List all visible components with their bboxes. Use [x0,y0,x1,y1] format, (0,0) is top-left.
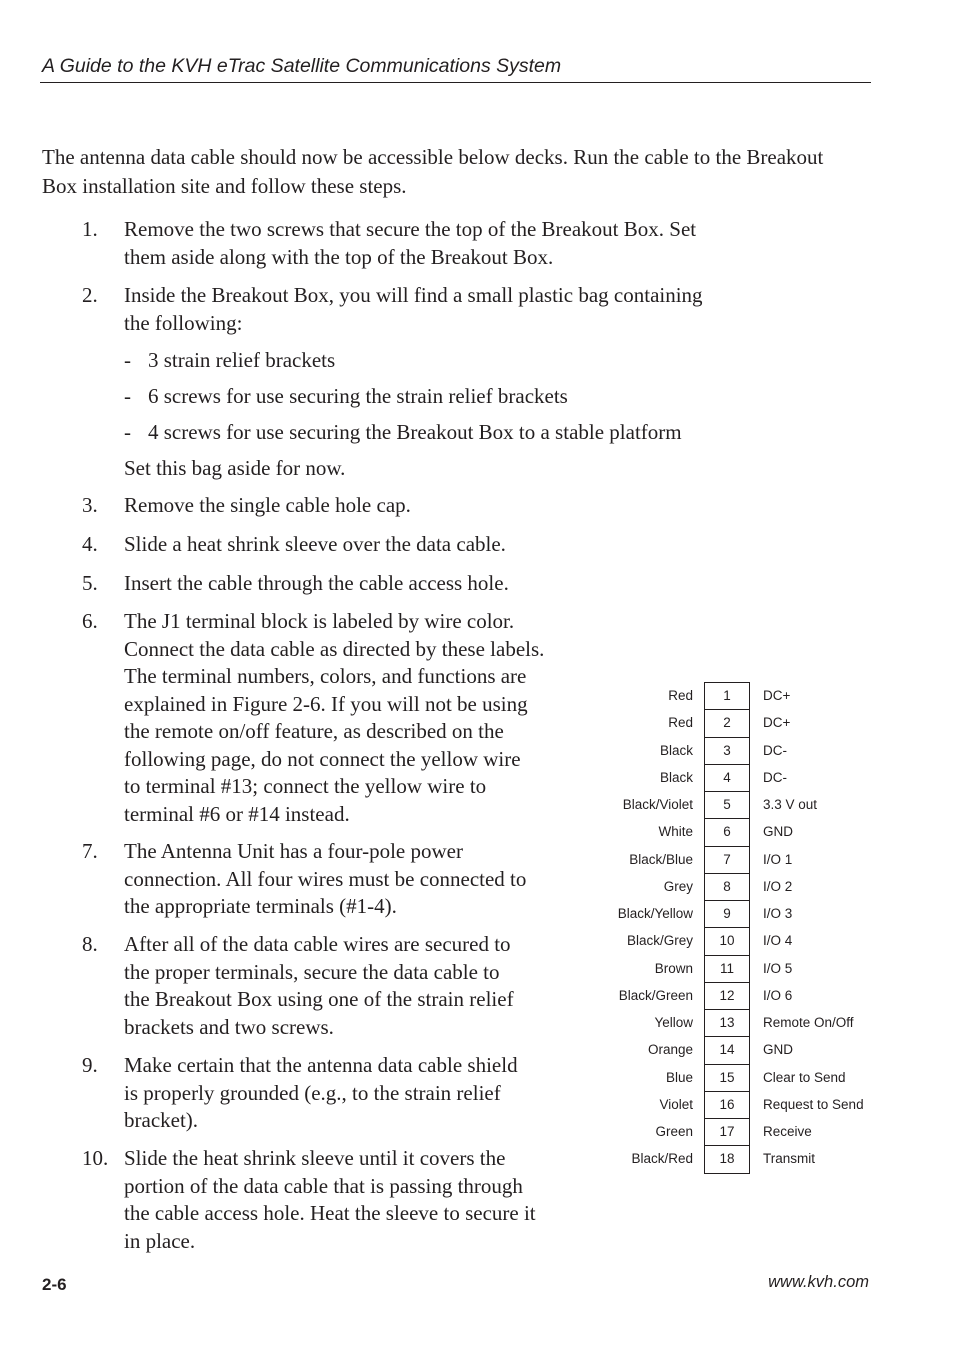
step-line: The Antenna Unit has a four-pole power [124,839,463,863]
terminal-divider [704,791,750,792]
terminal-function: I/O 2 [763,878,793,894]
terminal-number: 4 [723,769,731,785]
step-text [124,1145,536,1255]
step-text [124,282,703,337]
terminal-function: I/O 3 [763,906,793,921]
wire-color-label: Blue [665,1069,693,1085]
terminal-number: 9 [723,906,731,921]
terminal-function: Clear to Send [763,1069,846,1085]
bag-note: Set this bag aside for now. [124,456,346,480]
terminal-function: I/O 6 [763,987,793,1003]
wire-color-label: Yellow [654,1015,693,1030]
terminal-number: 10 [719,933,735,949]
terminal-function: Transmit [763,1151,816,1167]
terminal-row [600,846,900,873]
step-text [124,216,696,271]
terminal-number: 15 [719,1069,735,1085]
terminal-row [600,927,900,954]
wire-color-label: Grey [663,878,693,894]
wire-color-label: Red [668,715,693,731]
step-line: the following: [124,310,243,335]
step-line: the Breakout Box using one of the strain relief [124,987,514,1011]
step-number: 5. [82,571,98,595]
step-text [124,931,514,1041]
bullet-dash: - [124,384,131,408]
step-line: bracket). [124,1108,199,1132]
terminal-row [600,1036,900,1063]
terminal-function: DC+ [763,715,791,731]
step-number: 1. [82,217,98,241]
step-line: to terminal #13; connect the yellow wire to [124,774,487,798]
step-text [124,570,509,598]
terminal-function: Receive [763,1124,812,1139]
step-number: 6. [82,609,98,633]
terminal-row [600,682,900,709]
step-line: terminal #6 or #14 instead. [124,801,350,826]
terminal-divider [704,1091,750,1092]
wire-color-label: Orange [647,1042,693,1058]
step-line: explained in Figure 2-6. If you will not be using [124,691,528,716]
terminal-divider [704,846,750,847]
wire-color-label: Black/Violet [622,797,693,812]
step-line: following page, do not connect the yellow wire [124,746,521,771]
step-line: connection. All four wires must be connected to [124,866,527,891]
step-line: Insert the cable through the cable access hole. [124,571,509,595]
step-line: the appropriate terminals (#1-4). [124,894,397,918]
step-number: 2. [82,283,98,307]
wire-color-label: Brown [654,960,693,976]
step-line: Connect the data cable as directed by these labels. [124,636,545,661]
bullet-dash: - [124,420,131,444]
terminal-row [600,818,900,845]
step-line: brackets and two screws. [124,1014,334,1039]
bag-item-text: 4 screws for use securing the Breakout Box to a stable platform [148,420,682,444]
terminal-number: 6 [723,824,731,840]
terminal-divider [704,1036,750,1037]
step-text [124,492,411,520]
terminal-number: 17 [719,1124,735,1139]
terminal-number: 18 [719,1151,735,1167]
terminal-row [600,1091,900,1118]
step-number: 10. [82,1146,109,1170]
terminal-row [600,1064,900,1091]
terminal-function: DC- [763,769,787,785]
bag-item-text: 3 strain relief brackets [148,348,336,372]
terminal-number: 5 [723,797,731,812]
terminal-function: GND [763,824,793,840]
step-line: is properly grounded (e.g., to the strain relief [124,1080,501,1105]
terminal-row [600,955,900,982]
terminal-number: 7 [723,851,731,867]
page-number: 2-6 [42,1275,67,1294]
bag-item-text: 6 screws for use securing the strain relief brackets [148,384,568,408]
footer-url: www.kvh.com [768,1273,869,1291]
step-line: the cable access hole. Heat the sleeve to secure it [124,1201,536,1225]
terminal-divider [704,1009,750,1010]
step-line: Make certain that the antenna data cable shield [124,1053,518,1077]
terminal-number: 14 [719,1042,735,1058]
step-number: 3. [82,493,98,517]
terminal-function: I/O 1 [763,851,793,867]
terminal-row [600,737,900,764]
step-text [124,1052,518,1135]
terminal-function: Request to Send [763,1096,864,1112]
wire-color-label: Black [659,742,693,758]
terminal-row [600,982,900,1009]
terminal-function: Remote On/Off [763,1015,854,1030]
terminal-block-diagram [600,682,900,1177]
step-text [124,838,526,921]
step-line: them aside along with the top of the Breakout Box. [124,244,554,269]
terminal-row [600,1118,900,1145]
terminal-number: 13 [719,1015,735,1030]
wire-color-label: Black/Grey [626,933,693,949]
terminal-divider [704,927,750,928]
terminal-row [600,709,900,736]
step-line: portion of the data cable that is passing through [124,1173,523,1198]
terminal-row [600,1009,900,1036]
step-line: Inside the Breakout Box, you will find a small plastic bag containing [124,283,703,307]
page-header-title: A Guide to the KVH eTrac Satellite Communications System [42,55,562,77]
bullet-dash: - [124,348,131,372]
terminal-divider [704,1064,750,1065]
terminal-divider [704,818,750,819]
intro-paragraph: The antenna data cable should now be accessible below decks. Run the cable to the Breakout Box installation site and follow these steps. [42,145,824,198]
terminal-divider [704,709,750,710]
terminal-divider [704,982,750,983]
terminal-row [600,873,900,900]
step-line: After all of the data cable wires are secured to [124,932,511,956]
step-number: 4. [82,532,98,556]
wire-color-label: Black/Red [631,1151,693,1167]
terminal-divider [704,1145,750,1146]
terminal-divider [704,737,750,738]
terminal-function: 3.3 V out [763,797,818,812]
step-line: The terminal numbers, colors, and functions are [124,664,527,688]
wire-color-label: Red [668,688,693,703]
terminal-divider [704,764,750,765]
step-line: in place. [124,1228,196,1253]
terminal-row [600,791,900,818]
step-number: 7. [82,839,98,863]
terminal-function: I/O 5 [763,960,793,976]
terminal-function: I/O 4 [763,933,793,949]
terminal-function: GND [763,1042,793,1058]
step-line: Slide a heat shrink sleeve over the data cable. [124,532,506,556]
terminal-number: 3 [723,742,731,758]
wire-color-label: Black/Yellow [617,906,693,921]
terminal-number: 16 [719,1096,735,1112]
terminal-divider [704,900,750,901]
terminal-number: 2 [723,715,731,731]
step-line: the remote on/off feature, as described on the [124,719,504,743]
wire-color-label: Green [655,1124,693,1139]
terminal-divider [704,1118,750,1119]
terminal-number: 8 [723,878,731,894]
wire-color-label: Black/Blue [629,851,693,867]
terminal-divider [704,955,750,956]
terminal-number: 12 [719,987,735,1003]
terminal-function: DC+ [763,688,791,703]
step-text [124,608,544,828]
header-divider [40,82,871,83]
wire-color-label: Black/Green [618,987,693,1003]
terminal-function: DC- [763,742,787,758]
wire-color-label: Black [659,769,693,785]
step-line: Slide the heat shrink sleeve until it covers the [124,1146,506,1170]
terminal-row [600,900,900,927]
step-line: the proper terminals, secure the data cable to [124,959,500,984]
step-line: The J1 terminal block is labeled by wire color. [124,609,515,633]
step-text [124,531,506,559]
wire-color-label: White [658,824,693,840]
terminal-row [600,764,900,791]
step-line: Remove the single cable hole cap. [124,493,411,517]
wire-color-label: Violet [659,1096,693,1112]
step-line: Remove the two screws that secure the top of the Breakout Box. Set [124,217,697,241]
terminal-number: 11 [719,960,734,976]
terminal-row [600,1145,900,1172]
step-number: 9. [82,1053,98,1077]
terminal-divider [704,873,750,874]
step-number: 8. [82,932,98,956]
terminal-number: 1 [723,688,731,703]
